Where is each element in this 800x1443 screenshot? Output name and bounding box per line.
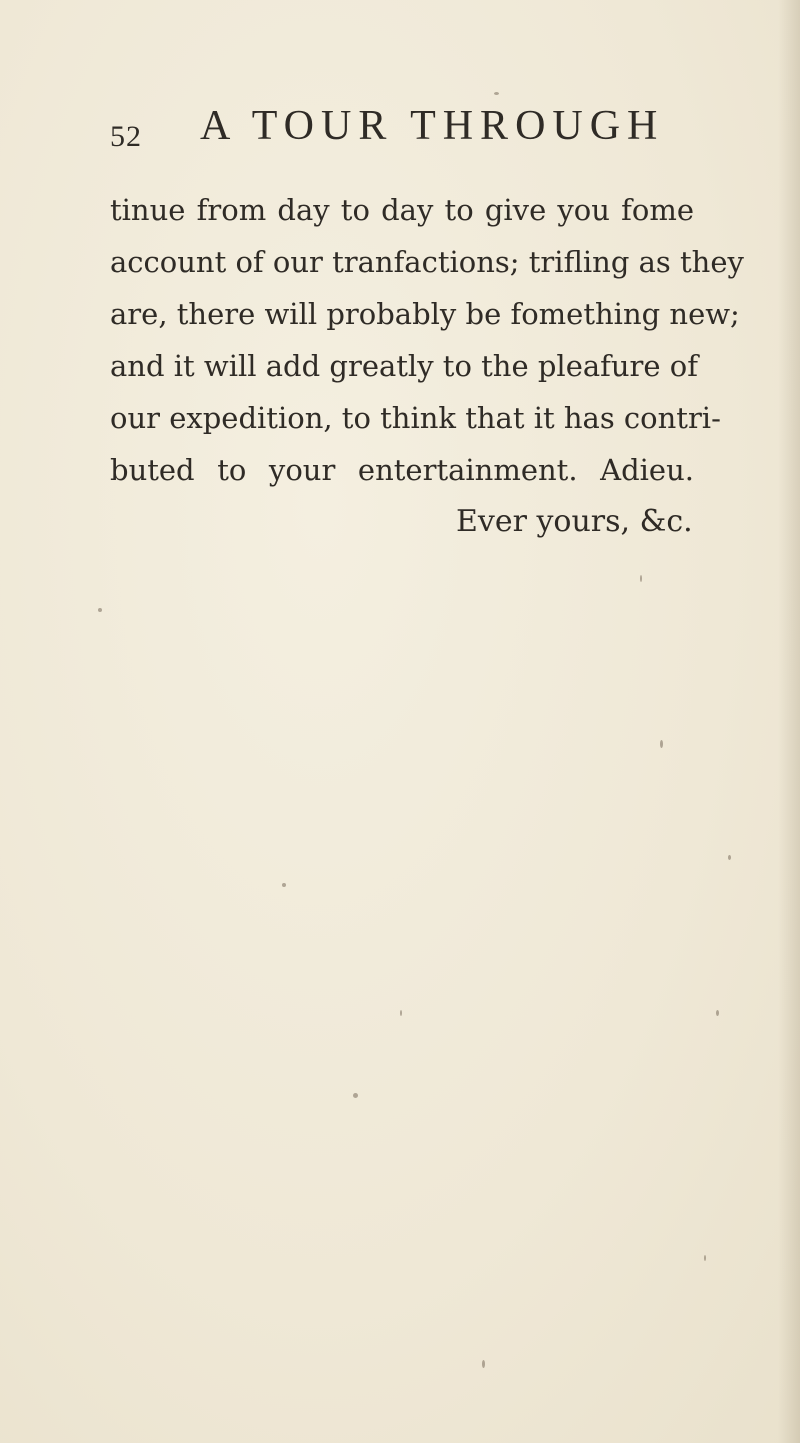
paper-speck bbox=[728, 855, 731, 860]
paper-speck bbox=[704, 1255, 706, 1261]
paper-speck bbox=[400, 1010, 402, 1016]
running-head bbox=[110, 100, 710, 160]
text-line: and it will add greatly to the pleafure of bbox=[110, 349, 698, 383]
page-edge-shadow bbox=[778, 0, 800, 1443]
running-head-title: A TOUR THROUGH bbox=[200, 103, 665, 149]
paper-speck bbox=[353, 1093, 358, 1098]
paper-speck bbox=[660, 740, 663, 748]
text-line: our expedition, to think that it has contri- bbox=[110, 401, 721, 435]
paper-speck bbox=[98, 608, 102, 612]
page-number: 52 bbox=[110, 120, 142, 153]
text-line: tinue from day to day to give you fome bbox=[110, 193, 694, 227]
closing-line: Ever yours, &c. bbox=[456, 504, 693, 539]
text-line: are, there will probably be fomething new; bbox=[110, 297, 740, 331]
paper-speck bbox=[482, 1360, 485, 1368]
text-line: buted to your entertainment. Adieu. bbox=[110, 453, 694, 487]
paper-speck bbox=[494, 92, 499, 95]
body-text bbox=[110, 184, 744, 496]
paper-speck bbox=[282, 883, 286, 887]
paper-speck bbox=[716, 1010, 719, 1016]
text-line: account of our tranfactions; trifling as they bbox=[110, 245, 744, 279]
paper-speck bbox=[640, 575, 642, 582]
